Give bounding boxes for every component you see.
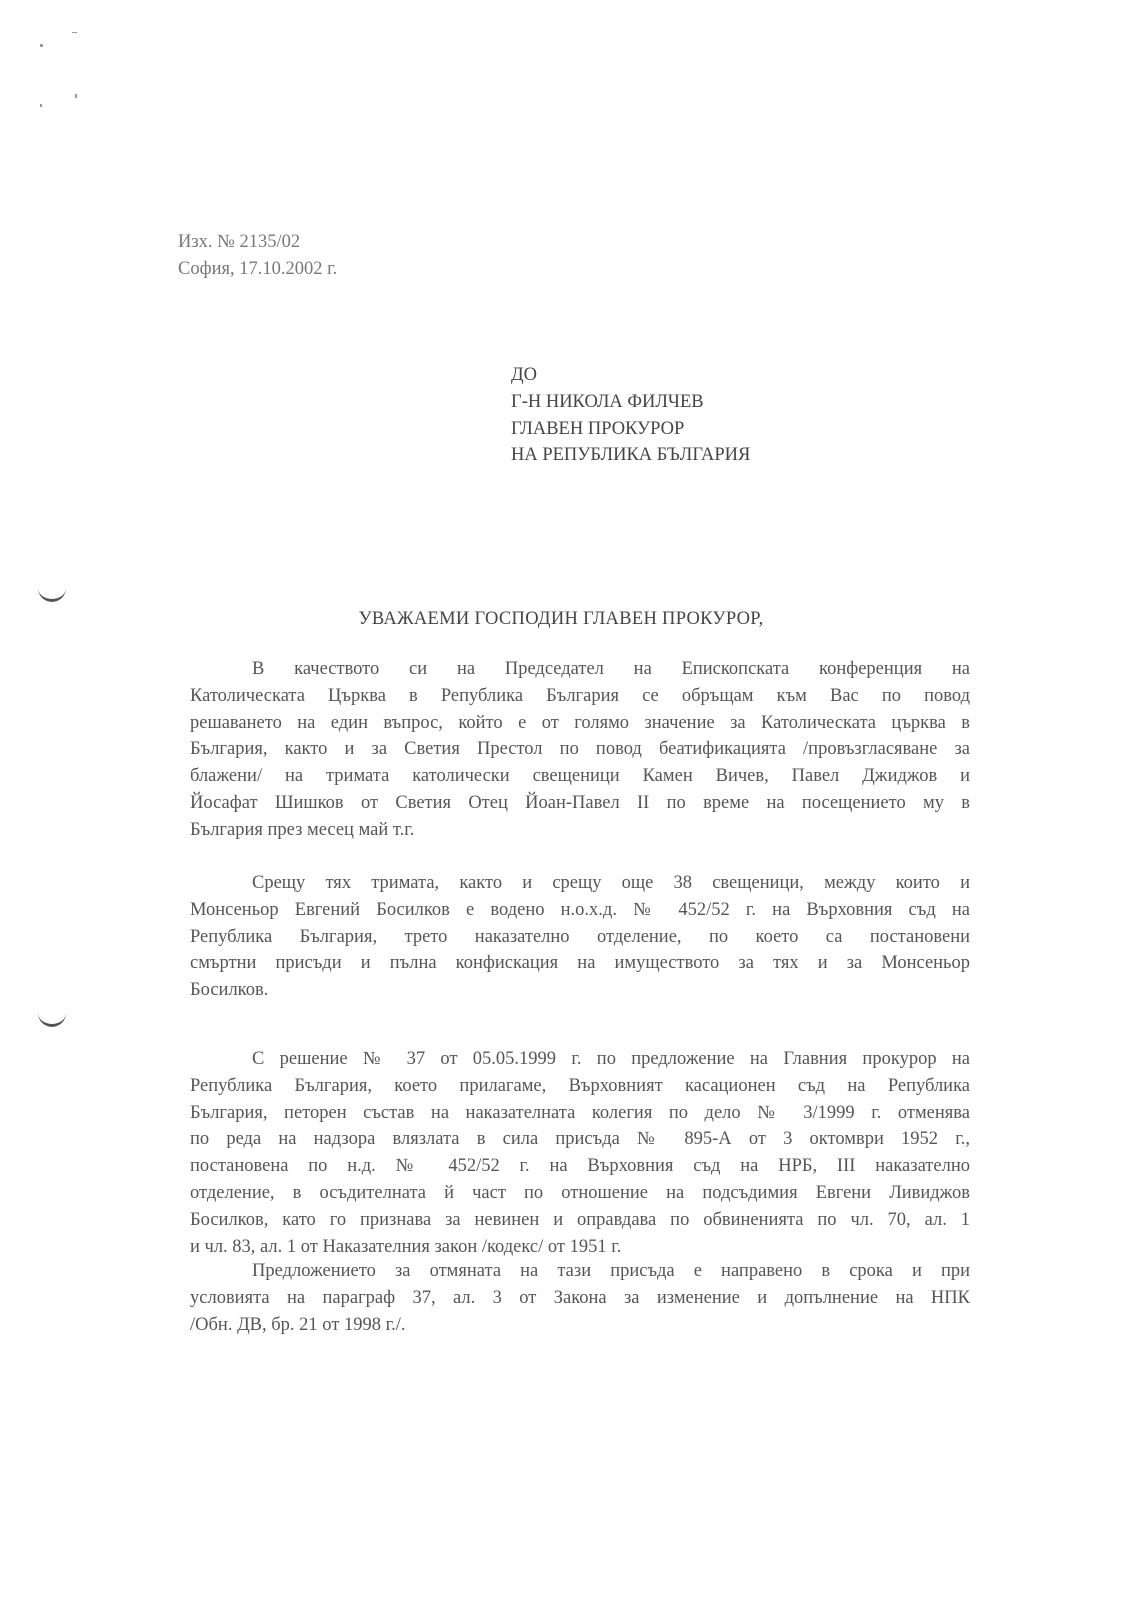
text-line: смъртни присъди и пълна конфискация на имуществото за тях и за Монсеньор	[190, 953, 970, 974]
paragraph-3	[190, 1046, 970, 1260]
paragraph-2	[190, 870, 970, 1004]
punch-hole-mark	[38, 1010, 66, 1027]
text-line: Република България, трето наказателно отделение, по което са постановени	[190, 926, 970, 947]
text-line: решаването на един въпрос, който е от голямо значение за Католическата църква в	[190, 712, 970, 733]
text-line: Босилков.	[190, 980, 269, 1001]
addressee-position: ГЛАВЕН ПРОКУРОР	[511, 418, 685, 439]
text-line: България, както и за Светия Престол по повод беатификацията /провъзгласяване за	[190, 739, 970, 760]
text-line: Босилков, като го признава за невинен и оправдава по обвиненията по чл. 70, ал. 1	[190, 1209, 970, 1230]
text-line: Срещу тях тримата, както и срещу още 38 свещеници, между които и	[252, 873, 970, 893]
text-line: блажени/ на тримата католически свещеници Камен Вичев, Павел Джиджов и	[190, 766, 970, 787]
text-line: Католическата Църква в Република България се обръщам към Вас по повод	[190, 685, 970, 706]
text-line: постановена по н.д. № 452/52 г. на Върховния съд на НРБ, III наказателно	[190, 1156, 970, 1177]
addressee-block	[511, 362, 750, 469]
addressee-institution: НА РЕПУБЛИКА БЪЛГАРИЯ	[511, 445, 751, 466]
punch-hole-mark	[38, 585, 66, 602]
text-line: Йосафат Шишков от Светия Отец Йоан-Павел II по време на посещението му в	[190, 792, 970, 813]
salutation: УВАЖАЕМИ ГОСПОДИН ГЛАВЕН ПРОКУРОР,	[358, 609, 764, 629]
text-line: условията на параграф 37, ал. 3 от Закона за изменение и допълнение на НПК	[190, 1287, 970, 1308]
text-line: /Обн. ДВ, бр. 21 от 1998 г./.	[190, 1314, 406, 1335]
text-line: отделение, в осъдителната й част по отношение на подсъдимия Евгени Ливиджов	[190, 1182, 970, 1203]
text-line: Предложението за отмяната на тази присъда е направено в срока и при	[252, 1261, 970, 1281]
text-line: и чл. 83, ал. 1 от Наказателния закон /кодекс/ от 1951 г.	[190, 1236, 622, 1257]
paragraph-1	[190, 656, 970, 844]
paragraph-4	[190, 1258, 970, 1338]
text-line: Република България, което прилагаме, Върховният касационен съд на Република	[190, 1075, 970, 1096]
text-line: В качеството си на Председател на Епископската конференция на	[252, 659, 970, 679]
text-line: по реда на надзора влязлата в сила присъда № 895-А от 3 октомври 1952 г.,	[190, 1129, 970, 1150]
text-line: България, петорен състав на наказателната колегия по дело № 3/1999 г. отменява	[190, 1102, 970, 1123]
text-line: С решение № 37 от 05.05.1999 г. по предложение на Главния прокурор на	[252, 1049, 970, 1069]
place-date: София, 17.10.2002 г.	[178, 258, 338, 279]
addressee-to: ДО	[511, 365, 537, 385]
document-reference	[178, 229, 337, 283]
addressee-name: Г-Н НИКОЛА ФИЛЧЕВ	[511, 391, 704, 412]
outgoing-number: Изх. № 2135/02	[178, 232, 301, 252]
scan-speck	[40, 44, 43, 47]
text-line: Монсеньор Евгений Босилков е водено н.о.х.д. № 452/52 г. на Върховния съд на	[190, 899, 970, 920]
text-line: България през месец май т.г.	[190, 819, 415, 840]
scan-speck	[75, 94, 77, 98]
scan-speck	[40, 104, 42, 107]
scan-speck	[72, 32, 77, 33]
